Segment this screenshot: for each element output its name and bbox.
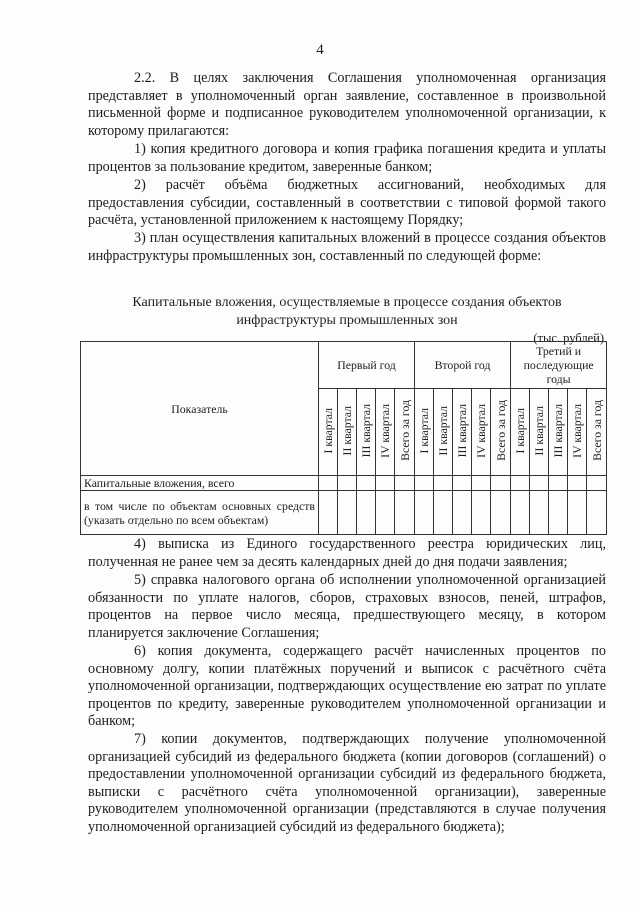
header-y3-q4: IV квартал (568, 389, 587, 476)
header-year-2: Второй год (415, 342, 511, 389)
header-y1-q4: IV квартал (376, 389, 395, 476)
page-number: 4 (316, 42, 324, 58)
list-item-4: 4) выписка из Единого государственного реестра юридических лиц, полученная не ранее чем за десять календарных дней до дня подачи заявления; (88, 536, 606, 570)
header-y3-q1: I квартал (511, 389, 530, 476)
table-title-line-2: инфраструктуры промышленных зон (236, 313, 458, 328)
list-item-2: 2) расчёт объёма бюджетных ассигнований, необходимых для предоставления субсидии, составленный в соответствии с типовой формой такого расчёта, установленной приложением к настоящему Порядку; (88, 177, 606, 229)
table-units: (тыс. рублей) (533, 331, 604, 345)
header-y2-q1: I квартал (415, 389, 434, 476)
header-y3-q2: II квартал (530, 389, 549, 476)
header-y2-q3: III квартал (453, 389, 472, 476)
header-year-3: Третий и последующие годы (511, 342, 607, 389)
list-item-1: 1) копия кредитного договора и копия графика погашения кредита и уплаты процентов за пользование кредитом, заверенные банком; (88, 141, 606, 175)
header-y1-q3: III квартал (357, 389, 376, 476)
list-item-3: 3) план осуществления капитальных вложений в процессе создания объектов инфраструктуры промышленных зон, составленный по следующей форме: (88, 230, 606, 264)
table-row (81, 476, 607, 491)
header-y3-total: Всего за год (587, 389, 607, 476)
table-title-line-1: Капитальные вложения, осуществляемые в процессе создания объектов (132, 295, 562, 310)
paragraph-intro: 2.2. В целях заключения Соглашения уполномоченная организация представляет в уполномоченный орган заявление, составленное в произвольной письменной форме и подписанное руководителем уполномоченной организации, к которому прилагаются: (88, 70, 606, 139)
list-item-7: 7) копии документов, подтверждающих получение уполномоченной организацией субсидий из федерального бюджета (копии договоров (соглашений) о предоставлении уполномоченной организации субсидий из федерального бюджета, выписки с расчётного счёта уполномоченной организации), заверенные руководителем уполномоченной организации (представляются в случае получения уполномоченной организацией субсидий из федерального бюджета); (88, 731, 606, 835)
header-y1-q1: I квартал (319, 389, 338, 476)
list-item-5: 5) справка налогового органа об исполнении уполномоченной организацией обязанности по уплате налогов, сборов, страховых взносов, пеней, штрафов, процентов на первое число месяца, предшествующего месяцу, в котором планируется заключение Соглашения; (88, 572, 606, 641)
table-title (88, 294, 606, 330)
header-indicator: Показатель (81, 342, 319, 476)
header-y1-q2: II квартал (338, 389, 357, 476)
capital-investment-table (80, 341, 607, 535)
row-objects-label: в том числе по объектам основных средств (указать отдельно по всем объектам) (81, 491, 319, 535)
header-year-1: Первый год (319, 342, 415, 389)
table-row (81, 491, 607, 535)
header-y2-total: Всего за год (491, 389, 511, 476)
header-y1-total: Всего за год (395, 389, 415, 476)
header-y2-q4: IV квартал (472, 389, 491, 476)
header-y2-q2: II квартал (434, 389, 453, 476)
list-item-6: 6) копия документа, содержащего расчёт начисленных процентов по основному долгу, копии платёжных поручений и выписок с расчётного счёта уполномоченной организации, подтверждающих осуществление ею затрат по уплате процентов по кредиту, заверенные руководителем уполномоченной организации и банком; (88, 643, 606, 730)
row-total-label: Капитальные вложения, всего (81, 476, 319, 491)
header-y3-q3: III квартал (549, 389, 568, 476)
